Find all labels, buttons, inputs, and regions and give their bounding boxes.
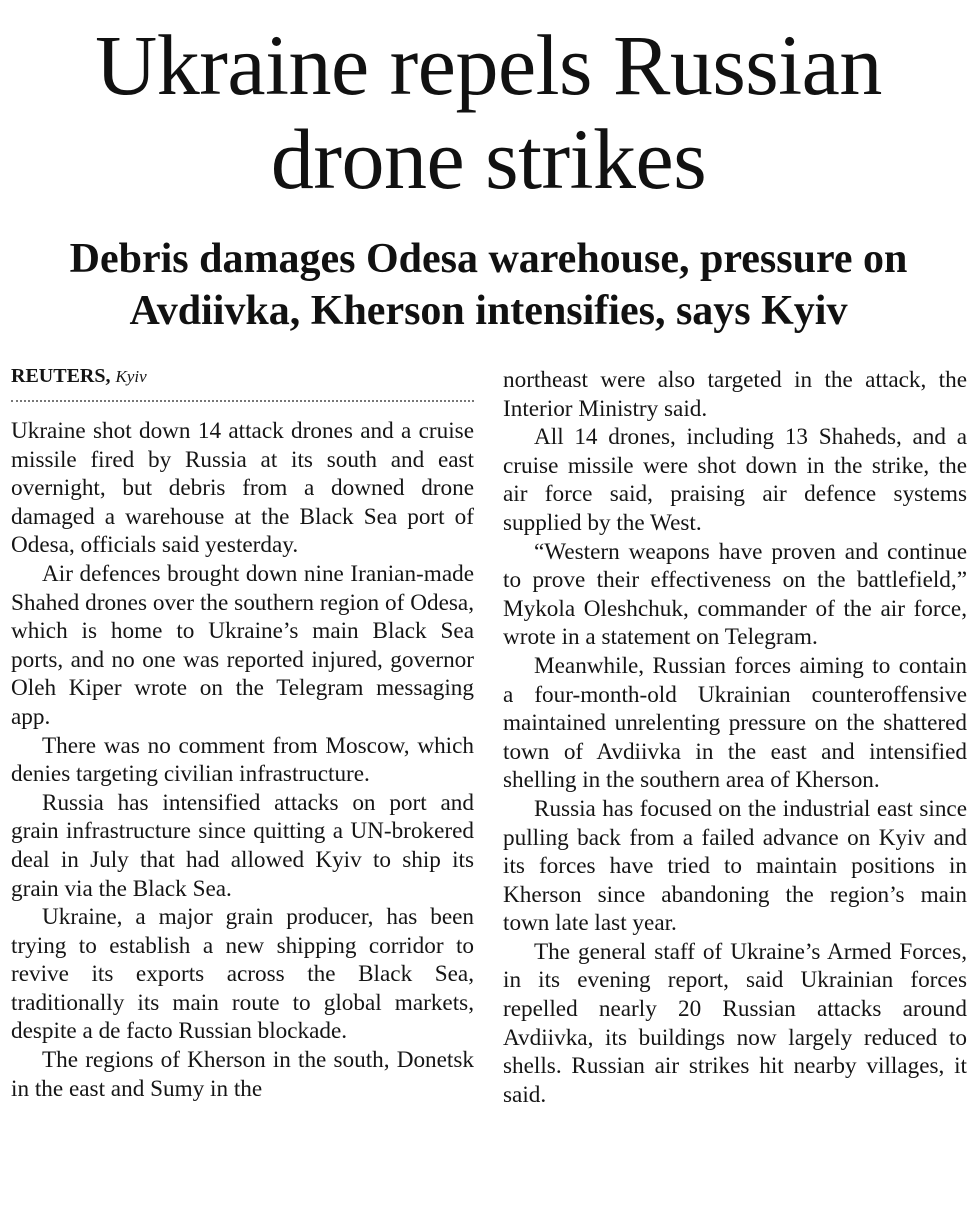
article-paragraph: northeast were also targeted in the attack, the Interior Ministry said. (503, 367, 967, 422)
article-paragraph: Russia has focused on the industrial east since pulling back from a failed advance on Kyiv and its forces have tried to maintain positions in Kherson since abandoning the region’s main town late last year. (503, 795, 967, 937)
article-paragraph: The general staff of Ukraine’s Armed Forces, in its evening report, said Ukrainian forces repelled nearly 20 Russian attacks around Avdiivka, its buildings now largely reduced to shells. Russian air strikes hit nearby villages, it said. (503, 938, 967, 1108)
byline-dateline: Kyiv (115, 367, 147, 386)
article-paragraph: Air defences brought down nine Iranian-made Shahed drones over the southern region of Odesa, which is home to Ukraine’s main Black Sea ports, and no one was reported injured, governor Oleh Kiper wrote on the Telegram messaging app. (11, 560, 474, 730)
article-paragraph: Russia has intensified attacks on port and grain infrastructure since quitting a UN-brokered deal in July that had allowed Kyiv to ship its grain via the Black Sea. (11, 789, 474, 902)
article-paragraph: “Western weapons have proven and continue to prove their effectiveness on the battlefield,” Mykola Oleshchuk, commander of the air force, wrote in a statement on Telegram. (503, 538, 967, 651)
article-paragraph: Meanwhile, Russian forces aiming to contain a four-month-old Ukrainian counteroffensive maintained unrelenting pressure on the shattered town of Avdiivka in the east and intensified shelling in the southern area of Kherson. (503, 652, 967, 794)
byline (11, 363, 474, 402)
subheadline: Debris damages Odesa warehouse, pressure on Avdiivka, Kherson intensifies, says Kyiv (69, 236, 908, 334)
article-column-left (11, 363, 474, 1103)
article-paragraph: The regions of Kherson in the south, Donetsk in the east and Sumy in the (11, 1047, 474, 1102)
headline: Ukraine repels Russian drone strikes (95, 17, 882, 207)
article-paragraph: There was no comment from Moscow, which denies targeting civilian infrastructure. (11, 732, 474, 788)
article-paragraph: Ukraine shot down 14 attack drones and a cruise missile fired by Russia at its south and east overnight, but debris from a downed drone damaged a warehouse at the Black Sea port of Odesa, officials said yesterday. (11, 418, 474, 559)
article-column-right (503, 366, 967, 1109)
article-paragraph: All 14 drones, including 13 Shaheds, and a cruise missile were shot down in the strike, the air force said, praising air defence systems supplied by the West. (503, 424, 967, 536)
article-paragraph: Ukraine, a major grain producer, has been trying to establish a new shipping corridor to revive its exports across the Black Sea, traditionally its main route to global markets, despite a de facto Russian blockade. (11, 904, 474, 1045)
byline-agency: REUTERS, (11, 365, 111, 387)
